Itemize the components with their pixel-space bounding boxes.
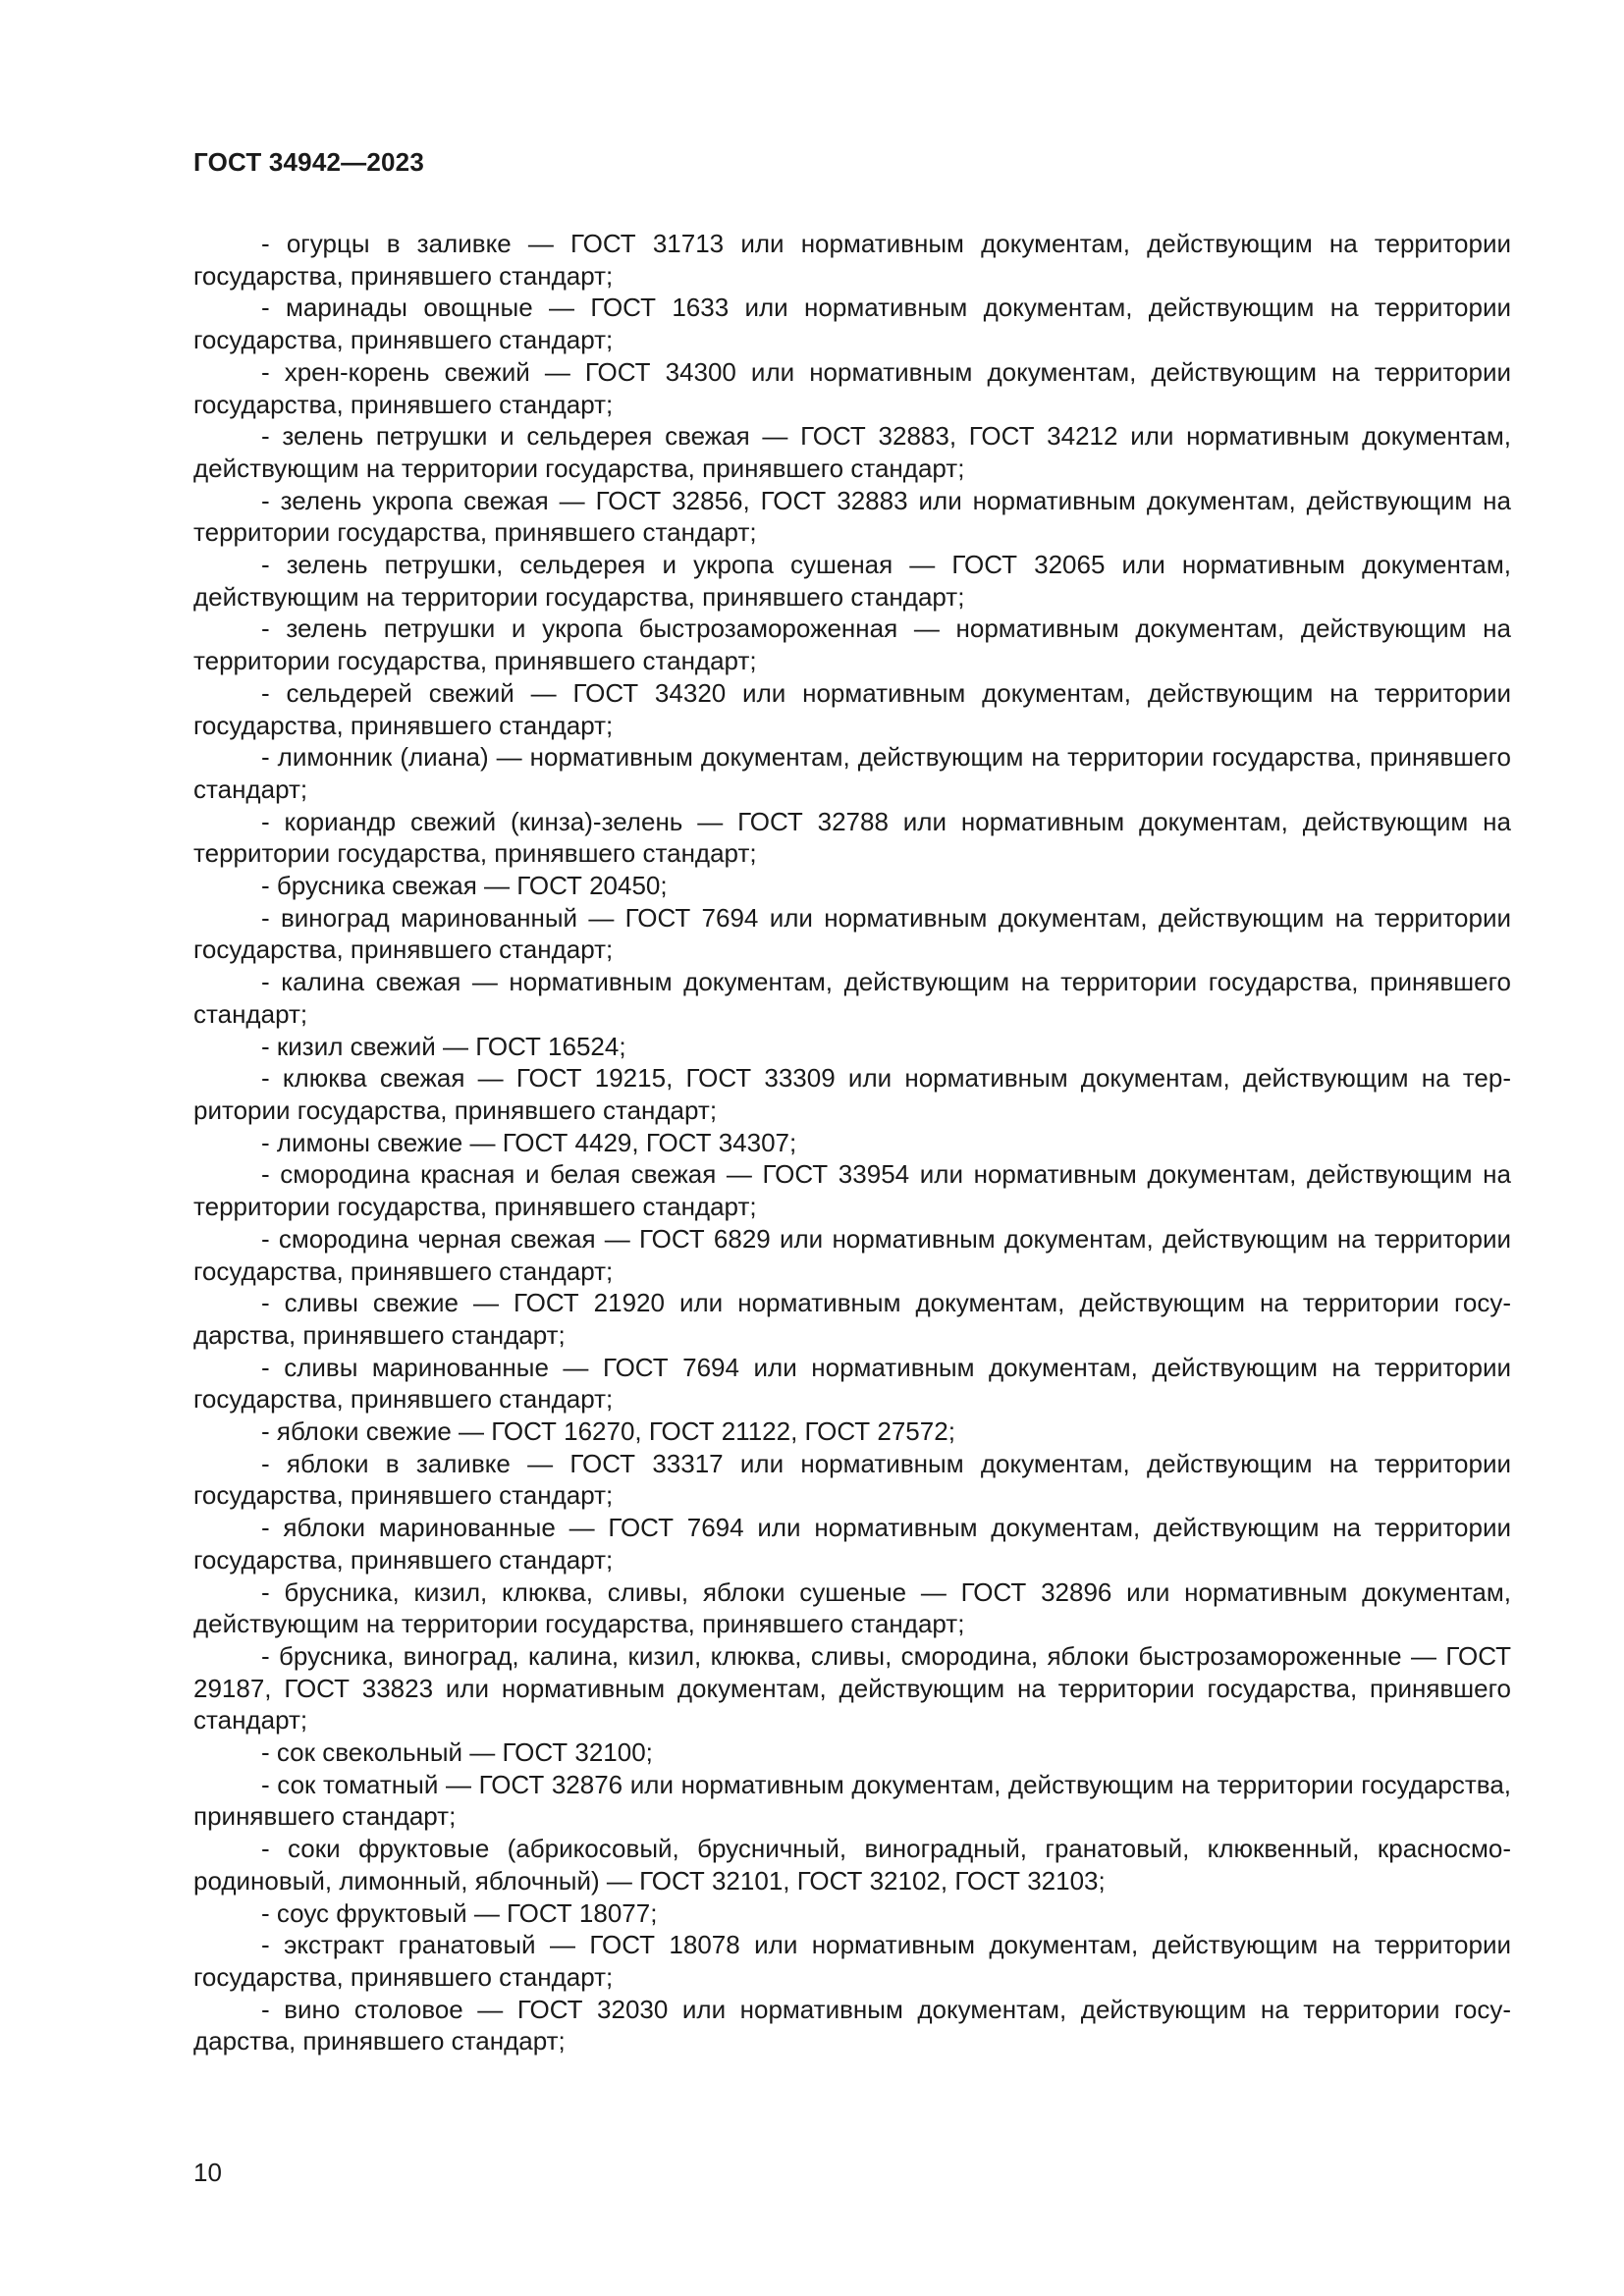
list-item: - сливы маринованные — ГОСТ 7694 или нормативным документам, действующим на территории государства, принявшего стандарт; [193,1352,1511,1415]
list-item: - соки фруктовые (абрикосовый, брусничный, виноградный, гранатовый, клюквенный, красносмородиновый, лимонный, яблочный) — ГОСТ 32101, ГОСТ 32102, ГОСТ 32103; [193,1834,1511,1896]
list-item: - соус фруктовый — ГОСТ 18077; [261,1897,658,1928]
list-item: - вино столовое — ГОСТ 32030 или нормативным документам, действующим на территории государства, принявшего стандарт; [193,1994,1511,2056]
list-item: - сельдерей свежий — ГОСТ 34320 или нормативным документам, действующим на территории государства, принявшего стандарт; [193,677,1511,740]
list-item: - кориандр свежий (кинза)-зелень — ГОСТ 32788 или нормативным документам, действующим на территории государства, принявшего стандарт; [193,806,1511,869]
list-item: - зелень петрушки и укропа быстрозамороженная — нормативным документам, действующим на территории государства, принявшего стандарт; [193,614,1511,676]
list-item: - сливы свежие — ГОСТ 21920 или нормативным документам, действующим на территории государства, принявшего стандарт; [193,1288,1511,1350]
list-item: - лимоны свежие — ГОСТ 4429, ГОСТ 34307; [261,1127,797,1157]
list-item: - клюква свежая — ГОСТ 19215, ГОСТ 33309 или нормативным документам, действующим на территории государства, принявшего стандарт; [193,1063,1511,1125]
list-item: - сок томатный — ГОСТ 32876 или нормативным документам, действующим на территории государства, принявшего стандарт; [193,1769,1511,1832]
list-item: - яблоки маринованные — ГОСТ 7694 или нормативным документам, действующим на территории государства, принявшего стандарт; [193,1513,1511,1575]
list-item: - огурцы в заливке — ГОСТ 31713 или нормативным документам, действующим на территории государства, принявшего стандарт; [193,229,1511,291]
list-item: - зелень укропа свежая — ГОСТ 32856, ГОСТ 32883 или нормативным документам, действующим на территории государства, принявшего стандарт; [193,485,1511,548]
list-item: - брусника свежая — ГОСТ 20450; [261,871,668,901]
list-item: - сок свекольный — ГОСТ 32100; [261,1737,653,1768]
list-item: - маринады овощные — ГОСТ 1633 или нормативным документам, действующим на территории государства, принявшего стандарт; [193,293,1511,355]
page-number: 10 [193,2158,222,2187]
list-item: - кизил свежий — ГОСТ 16524; [261,1031,626,1061]
requirements-list [193,228,1511,2057]
list-item: - брусника, виноград, калина, кизил, клюква, сливы, смородина, яблоки быстрозамороженные — ГОСТ 29187, ГОСТ 33823 или нормативным документам, действующим на территории государства, принявшего стандарт; [193,1640,1511,1735]
list-item: - экстракт гранатовый — ГОСТ 18078 или нормативным документам, действующим на территории государства, принявшего стандарт; [193,1930,1511,1992]
document-header-title: ГОСТ 34942—2023 [193,147,424,177]
list-item: - хрен-корень свежий — ГОСТ 34300 или нормативным документам, действующим на территории государства, принявшего стандарт; [193,356,1511,419]
list-item: - лимонник (лиана) — нормативным документам, действующим на территории государства, принявшего стандарт; [193,742,1511,804]
list-item: - смородина черная свежая — ГОСТ 6829 или нормативным документам, действующим на территории государства, принявшего стандарт; [193,1223,1511,1286]
list-item: - калина свежая — нормативным документам, действующим на территории государства, принявшего стандарт; [193,967,1511,1029]
list-item: - зелень петрушки и сельдерея свежая — ГОСТ 32883, ГОСТ 34212 или нормативным документам, действующим на территории государства, принявшего стандарт; [193,421,1511,483]
list-item: - яблоки свежие — ГОСТ 16270, ГОСТ 21122, ГОСТ 27572; [261,1416,955,1447]
list-item: - яблоки в заливке — ГОСТ 33317 или нормативным документам, действующим на территории государства, принявшего стандарт; [193,1448,1511,1511]
list-item: - зелень петрушки, сельдерея и укропа сушеная — ГОСТ 32065 или нормативным документам, действующим на территории государства, принявшего стандарт; [193,550,1511,612]
list-item: - смородина красная и белая свежая — ГОСТ 33954 или нормативным документам, действующим на территории государства, принявшего стандарт; [193,1159,1511,1222]
list-item: - виноград маринованный — ГОСТ 7694 или нормативным документам, действующим на территории государства, принявшего стандарт; [193,902,1511,965]
list-item: - брусника, кизил, клюква, сливы, яблоки сушеные — ГОСТ 32896 или нормативным документам, действующим на территории государства, принявшего стандарт; [193,1576,1511,1639]
